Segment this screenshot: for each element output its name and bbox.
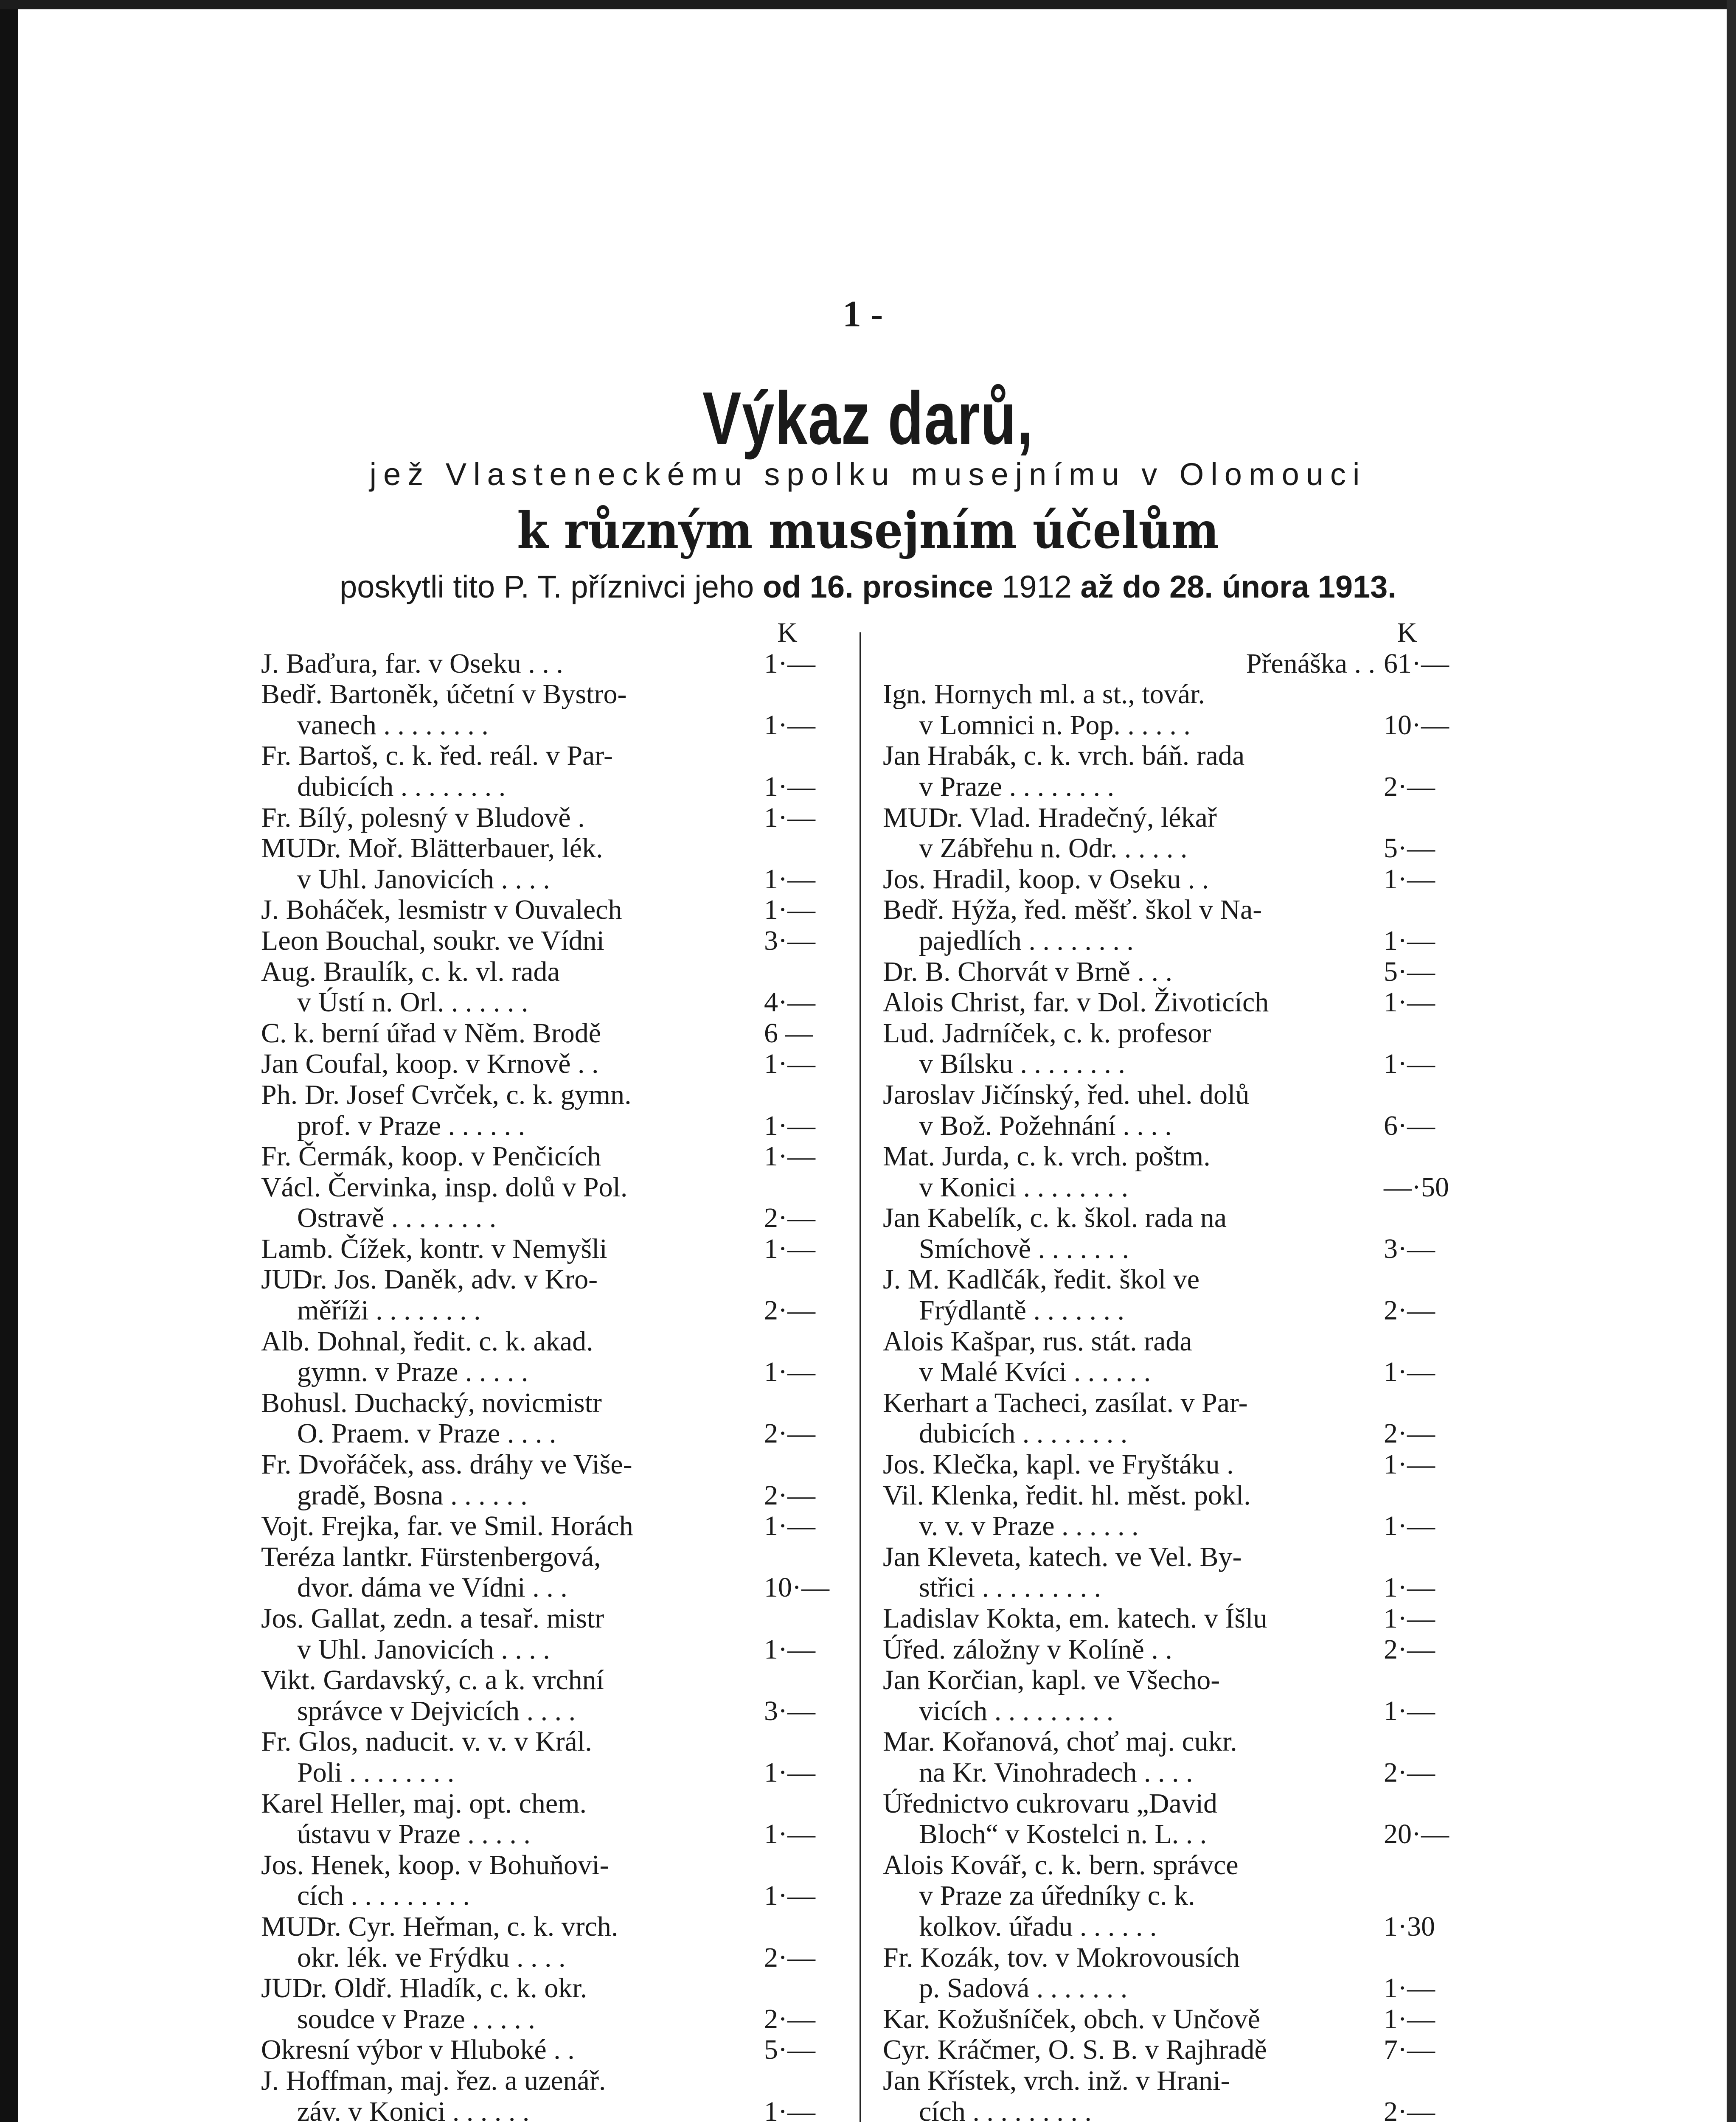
donor-row [883, 1080, 1460, 1111]
donor-row [883, 2035, 1460, 2066]
donor-row [883, 1480, 1460, 1511]
donor-row [261, 1203, 840, 1234]
donor-row [261, 926, 840, 957]
donor-row [883, 1111, 1460, 1142]
donor-row [883, 1850, 1460, 1881]
donor-row [261, 833, 840, 864]
donor-text: vanech . . . . . . . . [297, 710, 489, 741]
donor-text: MUDr. Moř. Blätterbauer, lék. [261, 833, 603, 864]
donation-amount: 1·— [764, 648, 815, 679]
donor-row [883, 926, 1460, 957]
donor-row [883, 1141, 1460, 1172]
donor-text: Jan Kabelík, c. k. škol. rada na [883, 1203, 1227, 1234]
donor-text: Lamb. Čížek, kontr. v Nemyšli [261, 1233, 607, 1264]
donor-text: v Praze . . . . . . . . [919, 771, 1115, 802]
donor-text: p. Sadová . . . . . . . [919, 1973, 1128, 2004]
donor-text: cích . . . . . . . . . [297, 1881, 470, 1911]
donation-amount: 1·— [1384, 1695, 1435, 1726]
donor-text: Cyr. Kráčmer, O. S. B. v Rajhradě [883, 2035, 1267, 2066]
donation-amount: 2·— [764, 1479, 815, 1511]
donor-row [261, 2097, 840, 2122]
donation-amount: 2·— [1384, 2096, 1435, 2122]
donation-amount: 1·— [764, 1634, 815, 1665]
donation-amount: 1·— [764, 1880, 815, 1911]
donor-row [261, 1665, 840, 1696]
donation-amount: 1·— [1384, 1510, 1435, 1542]
period-to-label: až do 28. [1080, 569, 1213, 604]
donor-text: Jan Kleveta, katech. ve Vel. By- [883, 1541, 1242, 1572]
donor-text: v Lomnici n. Pop. . . . . . [919, 710, 1191, 741]
donor-text: Poli . . . . . . . . [297, 1757, 455, 1788]
donation-amount: 3·— [1384, 1233, 1435, 1264]
donor-text: Leon Bouchal, soukr. ve Vídni [261, 925, 605, 956]
donor-text: JUDr. Oldř. Hladík, c. k. okr. [261, 1973, 587, 2004]
donor-text: Fr. Glos, naducit. v. v. v Král. [261, 1726, 592, 1757]
donor-text: Vikt. Gardavský, c. a k. vrchní [261, 1665, 604, 1696]
donor-row [883, 1881, 1460, 1911]
donor-row [883, 1603, 1460, 1634]
donor-text: MUDr. Cyr. Heřman, c. k. vrch. [261, 1911, 618, 1942]
donor-text: dvor. dáma ve Vídni . . . [297, 1572, 567, 1603]
donor-row [883, 1388, 1460, 1419]
donor-row [883, 833, 1460, 864]
donor-text: Jan Korčian, kapl. ve Všecho- [883, 1665, 1220, 1696]
donor-text: v Bož. Požehnání . . . . [919, 1110, 1172, 1141]
donor-text: Jos. Klečka, kapl. ve Fryštáku . [883, 1449, 1234, 1480]
donor-text: v Ústí n. Orl. . . . . . . [297, 987, 528, 1018]
donor-text: Ostravě . . . . . . . . [297, 1203, 497, 1234]
donation-amount: 1·— [1384, 2003, 1435, 2035]
donor-text: pajedlích . . . . . . . . [919, 925, 1134, 956]
donor-row [883, 2066, 1460, 2097]
donor-text: Lud. Jadrníček, c. k. profesor [883, 1018, 1211, 1049]
donor-text: Bedř. Bartoněk, účetní v Bystro- [261, 679, 627, 710]
donor-text: Mat. Jurda, c. k. vrch. poštm. [883, 1141, 1211, 1172]
donor-text: J. M. Kadlčák, ředit. škol ve [883, 1264, 1200, 1295]
donor-row [261, 1264, 840, 1295]
donor-text: Fr. Bartoš, c. k. řed. reál. v Par- [261, 741, 613, 772]
donor-row [261, 1511, 840, 1542]
donor-text: Fr. Kozák, tov. v Mokrovousích [883, 1942, 1240, 1973]
donor-text: Alb. Dohnal, ředit. c. k. akad. [261, 1326, 593, 1357]
donor-row [261, 987, 840, 1018]
donor-text: Úřed. záložny v Kolíně . . [883, 1634, 1172, 1665]
scan-border-left [0, 0, 18, 2122]
donor-text: Kar. Kožušníček, obch. v Unčově [883, 2004, 1260, 2035]
donation-amount: 6 — [764, 1017, 813, 1049]
donor-row [261, 1018, 840, 1049]
donor-text: Jan Coufal, koop. v Krnově . . [261, 1049, 599, 1080]
donation-amount: 1·— [1384, 863, 1435, 895]
donation-amount: 2·— [764, 1202, 815, 1234]
donor-text: C. k. berní úřad v Něm. Brodě [261, 1018, 601, 1049]
scan-border-top [0, 0, 1736, 9]
donor-row [883, 1911, 1460, 1942]
donor-text: MUDr. Vlad. Hradečný, lékař [883, 802, 1217, 833]
donor-row [883, 864, 1460, 895]
donor-row [261, 1326, 840, 1357]
donor-row [883, 1757, 1460, 1788]
donor-row [261, 1819, 840, 1850]
donor-row [883, 1264, 1460, 1295]
period-from-month: prosince [862, 569, 993, 604]
donor-row [261, 1141, 840, 1172]
donor-row [261, 1973, 840, 2004]
currency-header [883, 618, 1460, 648]
donation-amount: 1·— [764, 1048, 815, 1080]
donor-text: záv. v Konici . . . . . . [297, 2096, 530, 2122]
donor-text: J. Baďura, far. v Oseku . . . [261, 648, 563, 679]
donation-amount: 1·— [764, 863, 815, 895]
donor-row [261, 1881, 840, 1911]
donation-amount: 1·— [1384, 987, 1435, 1018]
donor-text: gradě, Bosna . . . . . . [297, 1480, 528, 1511]
donation-amount: 1·— [764, 1510, 815, 1542]
donor-text: Jos. Henek, koop. v Bohuňovi- [261, 1850, 609, 1881]
donor-row [883, 1788, 1460, 1819]
donation-amount: 2·— [764, 1295, 815, 1326]
carried-forward-row [883, 648, 1460, 679]
donor-text: v Bílsku . . . . . . . . [919, 1049, 1125, 1080]
donor-text: Alois Kovář, c. k. bern. správce [883, 1850, 1239, 1881]
donor-text: měříži . . . . . . . . [297, 1295, 481, 1326]
donor-text: Okresní výbor v Hluboké . . [261, 2035, 575, 2066]
donation-amount: 1·— [764, 1757, 815, 1788]
donor-row [261, 772, 840, 803]
donor-text: okr. lék. ve Frýdku . . . . [297, 1942, 566, 1973]
donor-text: v. v. v Praze . . . . . . [919, 1511, 1139, 1542]
donor-row [261, 1911, 840, 1942]
donor-row [883, 741, 1460, 772]
donor-text: Ph. Dr. Josef Cvrček, c. k. gymn. [261, 1079, 632, 1110]
period-prefix: poskytli tito P. T. příznivci jeho [340, 569, 754, 604]
donor-row [883, 1572, 1460, 1603]
donation-amount: 10·— [1384, 709, 1449, 741]
donor-text: J. Boháček, lesmistr v Ouvalech [261, 895, 622, 926]
donor-text: v Uhl. Janovicích . . . . [297, 1634, 550, 1665]
donor-text: na Kr. Vinohradech . . . . [919, 1757, 1193, 1788]
donor-list-right [883, 618, 1460, 2122]
donation-amount: 1·— [764, 1356, 815, 1388]
donor-row [261, 1357, 840, 1388]
donor-text: Smíchově . . . . . . . [919, 1233, 1129, 1264]
donor-text: Frýdlantě . . . . . . . [919, 1295, 1124, 1326]
donor-row [883, 1172, 1460, 1203]
donor-row [261, 741, 840, 772]
donor-text: Karel Heller, maj. opt. chem. [261, 1788, 587, 1819]
donation-amount: 4·— [764, 987, 815, 1018]
donor-text: Fr. Dvořáček, ass. dráhy ve Više- [261, 1449, 632, 1480]
donor-row [883, 1049, 1460, 1080]
donation-amount: 1·— [764, 1110, 815, 1141]
donor-row [883, 1449, 1460, 1480]
donor-row [261, 1418, 840, 1449]
donor-text: střici . . . . . . . . . [919, 1572, 1101, 1603]
donation-amount: 1·— [1384, 1572, 1435, 1603]
donation-amount: 1·— [1384, 1603, 1435, 1634]
donor-text: cích . . . . . . . . . [919, 2096, 1092, 2122]
donation-amount: 20·— [1384, 1819, 1449, 1850]
donor-text: dubicích . . . . . . . . [919, 1418, 1128, 1449]
donor-text: Úřednictvo cukrovaru „David [883, 1788, 1218, 1819]
period-from-label: od 16. [762, 569, 854, 604]
donor-text: Vojt. Frejka, far. ve Smil. Horách [261, 1511, 633, 1542]
donor-text: ústavu v Praze . . . . . [297, 1819, 531, 1850]
donor-row [883, 1542, 1460, 1573]
period-to-year: 1913. [1317, 569, 1396, 604]
donor-row [261, 957, 840, 988]
donation-amount: 1·— [764, 1233, 815, 1264]
donation-amount: 5·— [764, 2034, 815, 2066]
donor-text: vicích . . . . . . . . . [919, 1695, 1114, 1726]
donor-row [261, 679, 840, 710]
donor-row [883, 1357, 1460, 1388]
currency-label: K [1397, 617, 1417, 648]
donor-list-left [261, 618, 840, 2122]
donor-text: Jos. Hradil, koop. v Oseku . . [883, 864, 1209, 895]
donation-amount: 2·— [1384, 1757, 1435, 1788]
currency-label: K [777, 617, 798, 648]
donor-text: Ladislav Kokta, em. katech. v Íšlu [883, 1603, 1267, 1634]
donor-row [261, 1111, 840, 1142]
donor-row [261, 1572, 840, 1603]
donor-row [883, 1234, 1460, 1265]
donation-amount: 2·— [764, 1942, 815, 1973]
donor-row [883, 1326, 1460, 1357]
donation-amount: 3·— [764, 925, 815, 956]
donation-amount: 1·— [1384, 1449, 1435, 1480]
donor-row [883, 2004, 1460, 2035]
donor-text: dubicích . . . . . . . . [297, 771, 506, 802]
column-divider [860, 632, 861, 2122]
period-from-year: 1912 [1002, 569, 1072, 604]
donation-amount: 1·— [1384, 1973, 1435, 2004]
donor-row [883, 1511, 1460, 1542]
donor-row [883, 710, 1460, 741]
donation-amount: 2·— [1384, 771, 1435, 802]
page-title: Výkaz darů, [702, 377, 1034, 460]
donation-amount: 1·— [764, 2096, 815, 2122]
carried-forward-label: Přenáška . . [1246, 648, 1375, 679]
donor-text: Vil. Klenka, ředit. hl. měst. pokl. [883, 1480, 1251, 1511]
currency-header [261, 618, 840, 648]
donor-text: v Zábřehu n. Odr. . . . . . [919, 833, 1188, 864]
donation-amount: 10·— [764, 1572, 829, 1603]
donor-row [883, 1203, 1460, 1234]
donor-text: kolkov. úřadu . . . . . . [919, 1911, 1157, 1942]
donor-row [883, 1819, 1460, 1850]
period-to-month: února [1222, 569, 1309, 604]
donation-amount: 2·— [1384, 1634, 1435, 1665]
donation-amount: 1·— [764, 894, 815, 926]
donation-amount: 7·— [1384, 2034, 1435, 2066]
donor-text: Bedř. Hýža, řed. měšť. škol v Na- [883, 895, 1262, 926]
donation-amount: 1·— [764, 709, 815, 741]
donor-text: Jaroslav Jičínský, řed. uhel. dolů [883, 1079, 1250, 1110]
donation-amount: 2·— [1384, 1418, 1435, 1449]
scan-border-right [1727, 0, 1736, 2122]
donor-row [261, 1788, 840, 1819]
donor-text: Dr. B. Chorvát v Brně . . . [883, 956, 1172, 987]
donor-row [261, 1942, 840, 1973]
donor-text: Jos. Gallat, zedn. a tesař. mistr [261, 1603, 604, 1634]
donor-row [261, 2035, 840, 2066]
donor-text: JUDr. Jos. Daněk, adv. v Kro- [261, 1264, 598, 1295]
donor-row [883, 2097, 1460, 2122]
donor-row [261, 648, 840, 679]
donor-row [261, 1295, 840, 1326]
donor-row [883, 1726, 1460, 1757]
donation-amount: 1·— [1384, 1356, 1435, 1388]
donation-amount: 2·— [764, 2003, 815, 2035]
donor-text: Fr. Bílý, polesný v Bludově . [261, 802, 585, 833]
donor-text: Jan Hrabák, c. k. vrch. báň. rada [883, 741, 1245, 772]
donor-text: Jan Křístek, vrch. inž. v Hrani- [883, 2065, 1230, 2096]
donation-amount: 1·— [764, 771, 815, 802]
donor-row [261, 1480, 840, 1511]
donor-row [261, 803, 840, 834]
donor-row [261, 2066, 840, 2097]
donor-text: Fr. Čermák, koop. v Penčicích [261, 1141, 601, 1172]
donor-text: O. Praem. v Praze . . . . [297, 1418, 556, 1449]
donor-row [261, 864, 840, 895]
donor-row [883, 895, 1460, 926]
donor-row [261, 1850, 840, 1881]
donor-row [261, 2004, 840, 2035]
donor-text: Teréza lantkr. Fürstenbergová, [261, 1541, 601, 1572]
carried-forward-amount: 61·— [1384, 648, 1449, 679]
donation-amount: 5·— [1384, 833, 1435, 864]
donor-row [883, 803, 1460, 834]
donor-row [883, 1973, 1460, 2004]
donation-amount: 1·— [1384, 1048, 1435, 1080]
donor-text: Alois Christ, far. v Dol. Životicích [883, 987, 1269, 1018]
donation-amount: 6·— [1384, 1110, 1435, 1141]
donor-text: Kerhart a Tacheci, zasílat. v Par- [883, 1387, 1248, 1418]
donation-amount: 1·— [764, 802, 815, 833]
donor-row [261, 1172, 840, 1203]
donor-text: Aug. Braulík, c. k. vl. rada [261, 956, 560, 987]
donor-row [261, 1388, 840, 1419]
donor-row [883, 1696, 1460, 1727]
donor-text: v Konici . . . . . . . . [919, 1172, 1129, 1203]
donor-text: Ign. Hornych ml. a st., továr. [883, 679, 1205, 710]
donor-row [261, 1726, 840, 1757]
donor-text: Bohusl. Duchacký, novicmistr [261, 1387, 602, 1418]
donor-text: v Uhl. Janovicích . . . . [297, 864, 550, 895]
donation-period [0, 569, 1736, 605]
donor-text: Václ. Červinka, insp. dolů v Pol. [261, 1172, 628, 1203]
donor-row [261, 895, 840, 926]
donor-row [261, 1603, 840, 1634]
donor-text: prof. v Praze . . . . . . [297, 1110, 525, 1141]
donation-amount: 1·— [764, 1141, 815, 1172]
donor-row [261, 1449, 840, 1480]
donor-row [261, 1696, 840, 1727]
donor-row [261, 1634, 840, 1665]
donation-amount: —·50 [1384, 1171, 1449, 1203]
donor-text: gymn. v Praze . . . . . [297, 1357, 528, 1388]
donor-text: Bloch“ v Kostelci n. L. . . [919, 1819, 1207, 1850]
donor-row [883, 1634, 1460, 1665]
donor-text: Mar. Kořanová, choť maj. cukr. [883, 1726, 1237, 1757]
donation-amount: 1·30 [1384, 1911, 1435, 1942]
donation-amount: 1·— [1384, 925, 1435, 956]
donor-row [883, 1942, 1460, 1973]
donor-row [883, 1295, 1460, 1326]
donation-amount: 2·— [1384, 1295, 1435, 1326]
donor-row [883, 772, 1460, 803]
donor-text: J. Hoffman, maj. řez. a uzenář. [261, 2065, 606, 2096]
donor-row [883, 1418, 1460, 1449]
donor-row [261, 1757, 840, 1788]
donor-row [261, 1080, 840, 1111]
donor-text: soudce v Praze . . . . . [297, 2004, 535, 2035]
donor-row [261, 710, 840, 741]
donor-row [261, 1049, 840, 1080]
donor-row [883, 679, 1460, 710]
donation-amount: 1·— [764, 1819, 815, 1850]
page-number: 1 - [843, 294, 883, 335]
donor-row [883, 1018, 1460, 1049]
donor-text: v Malé Kvíci . . . . . . [919, 1357, 1151, 1388]
page-subtitle: jež Vlasteneckému spolku musejnímu v Olomouci [369, 457, 1367, 492]
donor-text: správce v Dejvicích . . . . [297, 1695, 576, 1726]
donor-row [883, 1665, 1460, 1696]
donation-amount: 5·— [1384, 956, 1435, 987]
donation-amount: 3·— [764, 1695, 815, 1726]
donor-text: Alois Kašpar, rus. stát. rada [883, 1326, 1192, 1357]
page-purpose: k různým musejním účelům [517, 501, 1219, 560]
donor-row [261, 1542, 840, 1573]
donor-row [883, 987, 1460, 1018]
donor-row [261, 1234, 840, 1265]
donation-amount: 2·— [764, 1418, 815, 1449]
donor-text: v Praze za úředníky c. k. [919, 1881, 1195, 1911]
donor-row [883, 957, 1460, 988]
